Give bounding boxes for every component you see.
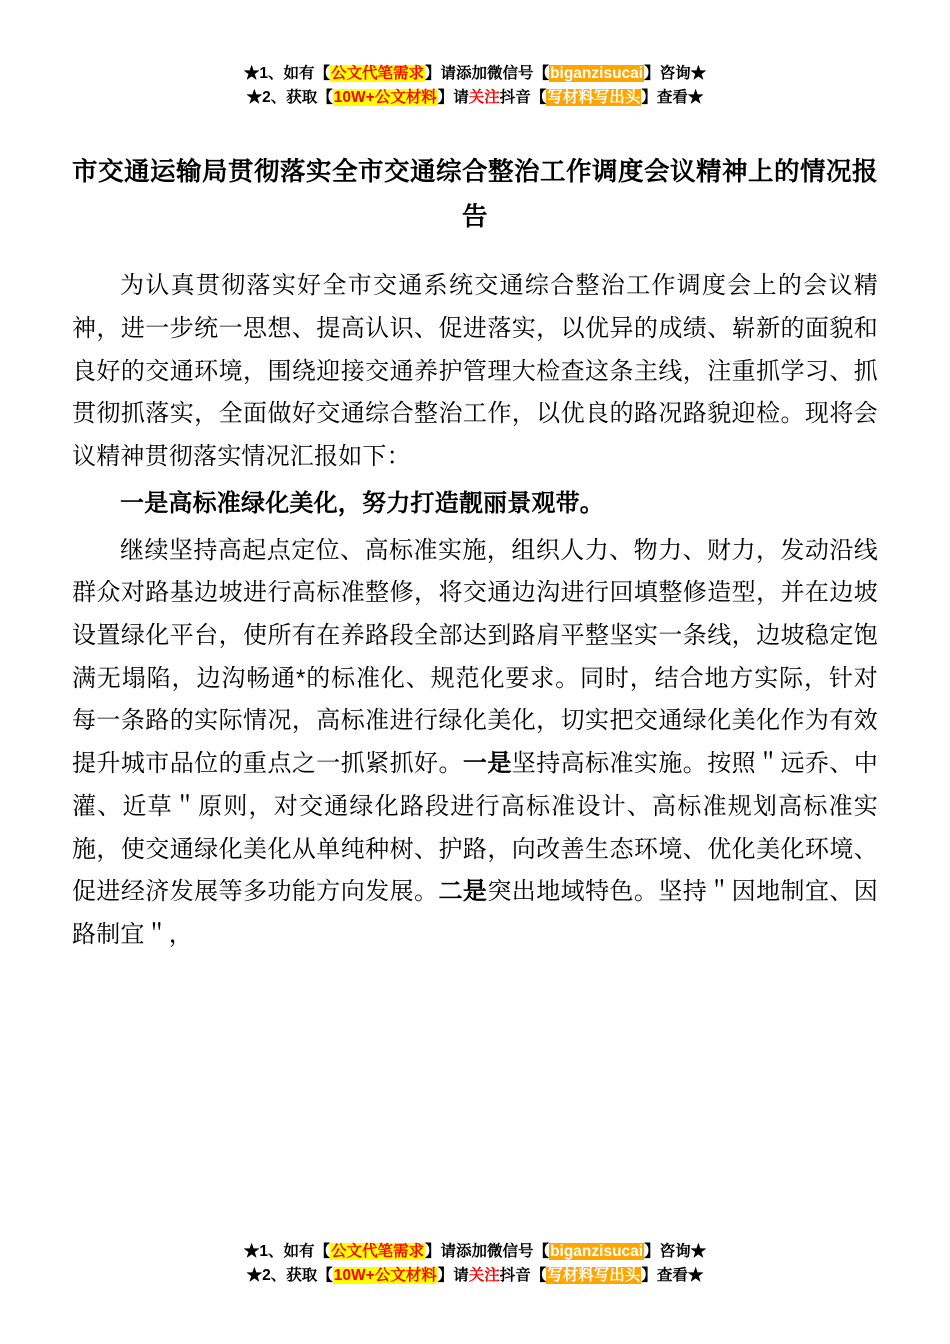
promo-text-1a: 1、如有 [259,65,315,82]
star-right-icon-2: ★ [687,89,704,107]
promo-line-2 [72,86,878,110]
promo-highlight-daibi-bottom: 公文代笔需求 [331,1242,425,1260]
promo-text-2b3: 抖音 [499,89,531,107]
promo-line-2-bottom [72,1264,878,1288]
promo-bracket-1d: 】 [644,65,660,82]
promo-highlight-douyin-bottom: 写材料写出头 [547,1266,641,1284]
document-body [72,265,878,957]
promo-highlight-materials: 10W+公文材料 [333,89,437,107]
promo-line-1 [72,62,878,86]
promo-text-2a: 2、获取 [262,89,318,107]
promo-highlight-daibi: 公文代笔需求 [331,65,425,82]
promo-text-2b2: 关注 [468,89,500,107]
star-right-icon: ★ [690,65,707,82]
promo-highlight-materials-bottom: 10W+公文材料 [333,1266,437,1284]
promo-bracket-2a: 【 [317,89,333,107]
promo-text-2a-bottom: 2、获取 [262,1266,318,1284]
promo-bracket-2c-bottom: 【 [530,1266,547,1284]
promo-bracket-2c: 【 [530,89,547,107]
promo-bracket-1d-bottom: 】 [644,1242,660,1260]
star-right-icon-4: ★ [687,1266,704,1284]
star-left-icon-2: ★ [246,89,263,107]
promo-bracket-1c: 【 [533,65,550,82]
promo-bracket-2b-bottom: 】 [437,1266,454,1284]
promo-bracket-1b: 】 [425,65,441,82]
promo-bracket-2b: 】 [437,89,454,107]
promo-text-2c: 查看 [656,89,688,107]
promo-text-1a-bottom: 1、如有 [259,1242,315,1260]
promo-text-2b: 请 [453,89,469,107]
promo-text-2b3-bottom: 抖音 [499,1266,531,1284]
promo-text-2b2-bottom: 关注 [468,1266,500,1284]
section-heading-1: 一是高标准绿化美化，努力打造靓丽景观带。 [120,489,604,517]
run-3-bold: 二是 [438,878,488,906]
promo-text-2c-bottom: 查看 [656,1266,688,1284]
paragraph-intro: 为认真贯彻落实好全市交通系统交通综合整治工作调度会上的会议精神，进一步统一思想、提高认识、促进落实，以优异的成绩、崭新的面貌和良好的交通环境，围绕迎接交通养护管理大检查这条主线，注重抓学习、抓贯彻抓落实，全面做好交通综合整治工作，以优良的路况路貌迎检。现将会议精神贯彻落实情况汇报如下： [72,272,878,471]
promo-line-1-bottom [72,1240,878,1264]
promo-bracket-2d-bottom: 】 [641,1266,657,1284]
promo-text-2b-bottom: 请 [453,1266,469,1284]
paragraph-section-1-body [72,530,878,957]
promo-text-1c-bottom: 咨询 [659,1242,691,1260]
star-left-icon-3: ★ [243,1242,260,1260]
star-right-icon-3: ★ [690,1242,707,1260]
run-0: 继续坚持高起点定位、高标准实施，组织人力、物力、财力，发动沿线群众对路基边坡进行高标准整修，将交通边沟进行回填整修造型，并在边坡设置绿化平台，使所有在养路段全部达到路肩平整坚实一条线，边坡稳定饱满无塌陷，边沟畅通*的标准化、规范化要求。同时，结合地方实际，针对每一条路的实际情况，高标准进行绿化美化，切实把交通绿化美化作为有效提升城市品位的重点之一抓紧抓好。 [72,536,878,778]
promo-bracket-1a-bottom: 【 [314,1242,330,1260]
promo-bracket-2d: 】 [641,89,657,107]
promo-highlight-wechat-bottom: biganzisucai [550,1242,644,1260]
promo-text-1c: 咨询 [659,65,691,82]
promo-highlight-douyin: 写材料写出头 [547,89,641,107]
star-left-icon: ★ [243,65,260,82]
run-2: 坚持高标准实施。按照＂远乔、中灌、近草＂原则，对交通绿化路段进行高标准设计、高标准规划高标准实施，使交通绿化美化从单纯种树、护路，向改善生态环境、优化美化环境、促进经济发展等多功能方向发展。 [72,750,879,906]
promo-banner-top [72,0,878,110]
promo-bracket-1c-bottom: 【 [533,1242,550,1260]
document-title: 市交通运输局贯彻落实全市交通综合整治工作调度会议精神上的情况报告 [72,158,879,231]
promo-bracket-1b-bottom: 】 [425,1242,441,1260]
promo-banner-bottom [72,1240,878,1288]
promo-highlight-wechat: biganzisucai [550,65,644,82]
promo-text-1b-bottom: 请添加微信号 [440,1242,534,1260]
promo-bracket-1a: 【 [314,65,330,82]
star-left-icon-4: ★ [246,1266,263,1284]
run-4: 突出地域特色。坚持＂因地制宜、因路制宜＂， [72,878,879,949]
run-1-bold: 一是 [462,750,512,778]
promo-bracket-2a-bottom: 【 [317,1266,333,1284]
promo-text-1b: 请添加微信号 [440,65,534,82]
